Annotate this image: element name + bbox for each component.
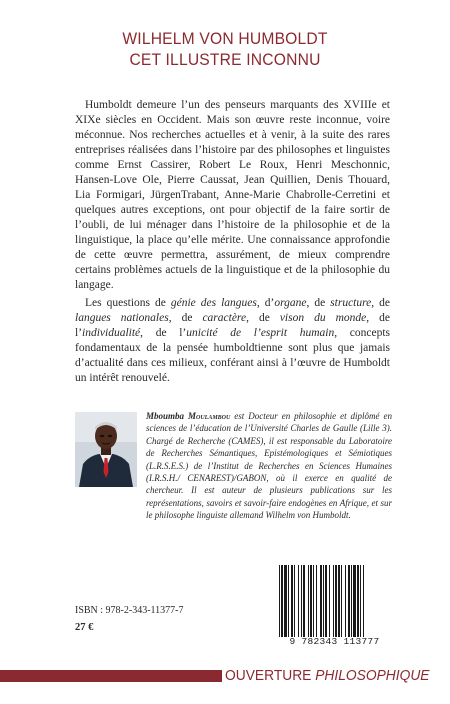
barcode-bar (323, 565, 324, 637)
p2-text: , de (306, 297, 331, 309)
barcode-bar (279, 565, 280, 637)
p2-text: , concepts fondamentaux de la pensée humboldtienne sont plus que jamais d’actualité dans ces milieux, conférant ainsi à l’œuvre de Humboldt un intérêt renouvelé. (75, 327, 391, 384)
barcode-bar (288, 565, 289, 637)
p2-text: , d’ (256, 297, 275, 309)
collection-word-2: PHILOSOPHIQUE (315, 667, 430, 684)
author-photo (75, 412, 137, 487)
collection-word-1: OUVERTURE (225, 667, 316, 684)
isbn: ISBN : 978-2-343-11377-7 (75, 605, 184, 616)
barcode-bar (333, 565, 334, 637)
p2-emphasis: vison du monde (279, 312, 367, 324)
p2-emphasis: structure (330, 297, 372, 309)
barcode-bar (281, 565, 283, 637)
barcode-bar (310, 565, 312, 637)
p2-text: , de (371, 297, 390, 309)
barcode-digits: 9 782343 113777 (289, 636, 380, 647)
p2-emphasis: caractère (202, 312, 247, 324)
author-last-name: Moulambou (187, 411, 231, 421)
blurb-text-1: Humboldt demeure l’un des penseurs marquants des XVIIIe et XIXe siècles en Occident. Mais son œuvre reste inconnue, voire méconnue. Nos recherches actuelles et à venir, à la suite des rares entreprises réalisées dans l’histoire par des philosophes et linguistes comme Ernst Cassirer, Robert Le Roux, Henri Meschonnic, Hansen-Love Ole, Pierre Caussat, Jean Quillien, Denis Thouard, Lia Formigari, JürgenTrabant, Anne-Marie Chabrolle-Cerretini et quelques autres exceptions, ont pour objectif de la faire sortir de l’oubli, de lui ménager dans l’histoire de la philosophie et de la linguistique, la place qu’elle mérite. Une connaissance approfondie de cette œuvre permettra, assurément, de mieux comprendre certains problèmes actuels de la linguistique et de la philosophie du langage. (75, 99, 390, 291)
barcode-bar (345, 565, 346, 637)
p2-emphasis: génie des langues (170, 297, 257, 309)
collection-color-bar (0, 670, 222, 682)
price: 27 € (75, 622, 94, 633)
barcode-bar (363, 565, 364, 637)
author-bio (146, 410, 392, 522)
barcode-bar (303, 565, 305, 637)
barcode-bar (313, 565, 314, 637)
barcode-bar (360, 565, 361, 637)
barcode-bar (353, 565, 356, 637)
barcode-bar (341, 565, 342, 637)
barcode-bar (294, 565, 295, 637)
barcode-bar (357, 565, 359, 637)
barcode-bar (335, 565, 337, 637)
blurb-paragraph-2 (75, 296, 390, 386)
barcode-bar (351, 565, 352, 637)
barcode-bar (298, 565, 299, 637)
author-portrait-illustration (75, 412, 137, 487)
title-line-2: CET ILLUSTRE INCONNU (129, 50, 321, 69)
collection-name (225, 667, 429, 684)
barcode-bar (308, 565, 309, 637)
p2-text: Les questions de (85, 297, 171, 309)
book-title (18, 28, 432, 70)
p2-text: , de l’ (75, 312, 390, 339)
p2-emphasis: individualité (82, 327, 141, 339)
barcode-bar (320, 565, 322, 637)
p2-text: , de (168, 312, 203, 324)
p2-emphasis: langues nationales (75, 312, 169, 324)
barcode-bar (329, 565, 330, 637)
title-line-1: WILHELM VON HUMBOLDT (122, 29, 328, 48)
barcode-bar (291, 565, 293, 637)
barcode-bar (338, 565, 340, 637)
blurb-text-2 (75, 296, 390, 386)
barcode-bar (325, 565, 327, 637)
author-bio-text: est Docteur en philosophie et diplômé en sciences de l’éducation de l’Université Charles de Gaulle (Lille 3). Chargé de Recherche (CAMES), il est responsable du Laboratoire de Recherches Sémantiques, Epistémologiques et Sémiotiques (L.R.S.E.S.) de l’Institut de Recherches en Sciences Humaines (I.R.S.H./ CENAREST)/GABON, où il exerce en qualité de chercheur. Il est auteur de plusieurs publications sur les représentations, savoirs et savoir-faire endogènes en Afrique, et sur le philosophe linguiste allemand Wilhelm von Humboldt. (146, 411, 393, 521)
p2-text: , de l’ (140, 327, 187, 339)
barcode-bar (284, 565, 287, 637)
p2-emphasis: organe (274, 297, 307, 309)
blurb-paragraph-1 (75, 98, 390, 293)
p2-text: , de (246, 312, 280, 324)
barcode (277, 565, 392, 637)
author-first-name: Mboumba (146, 411, 185, 421)
p2-emphasis: unicité de l’esprit humain (186, 327, 335, 339)
barcode-bar (348, 565, 350, 637)
barcode-bar (301, 565, 302, 637)
barcode-bar (316, 565, 317, 637)
